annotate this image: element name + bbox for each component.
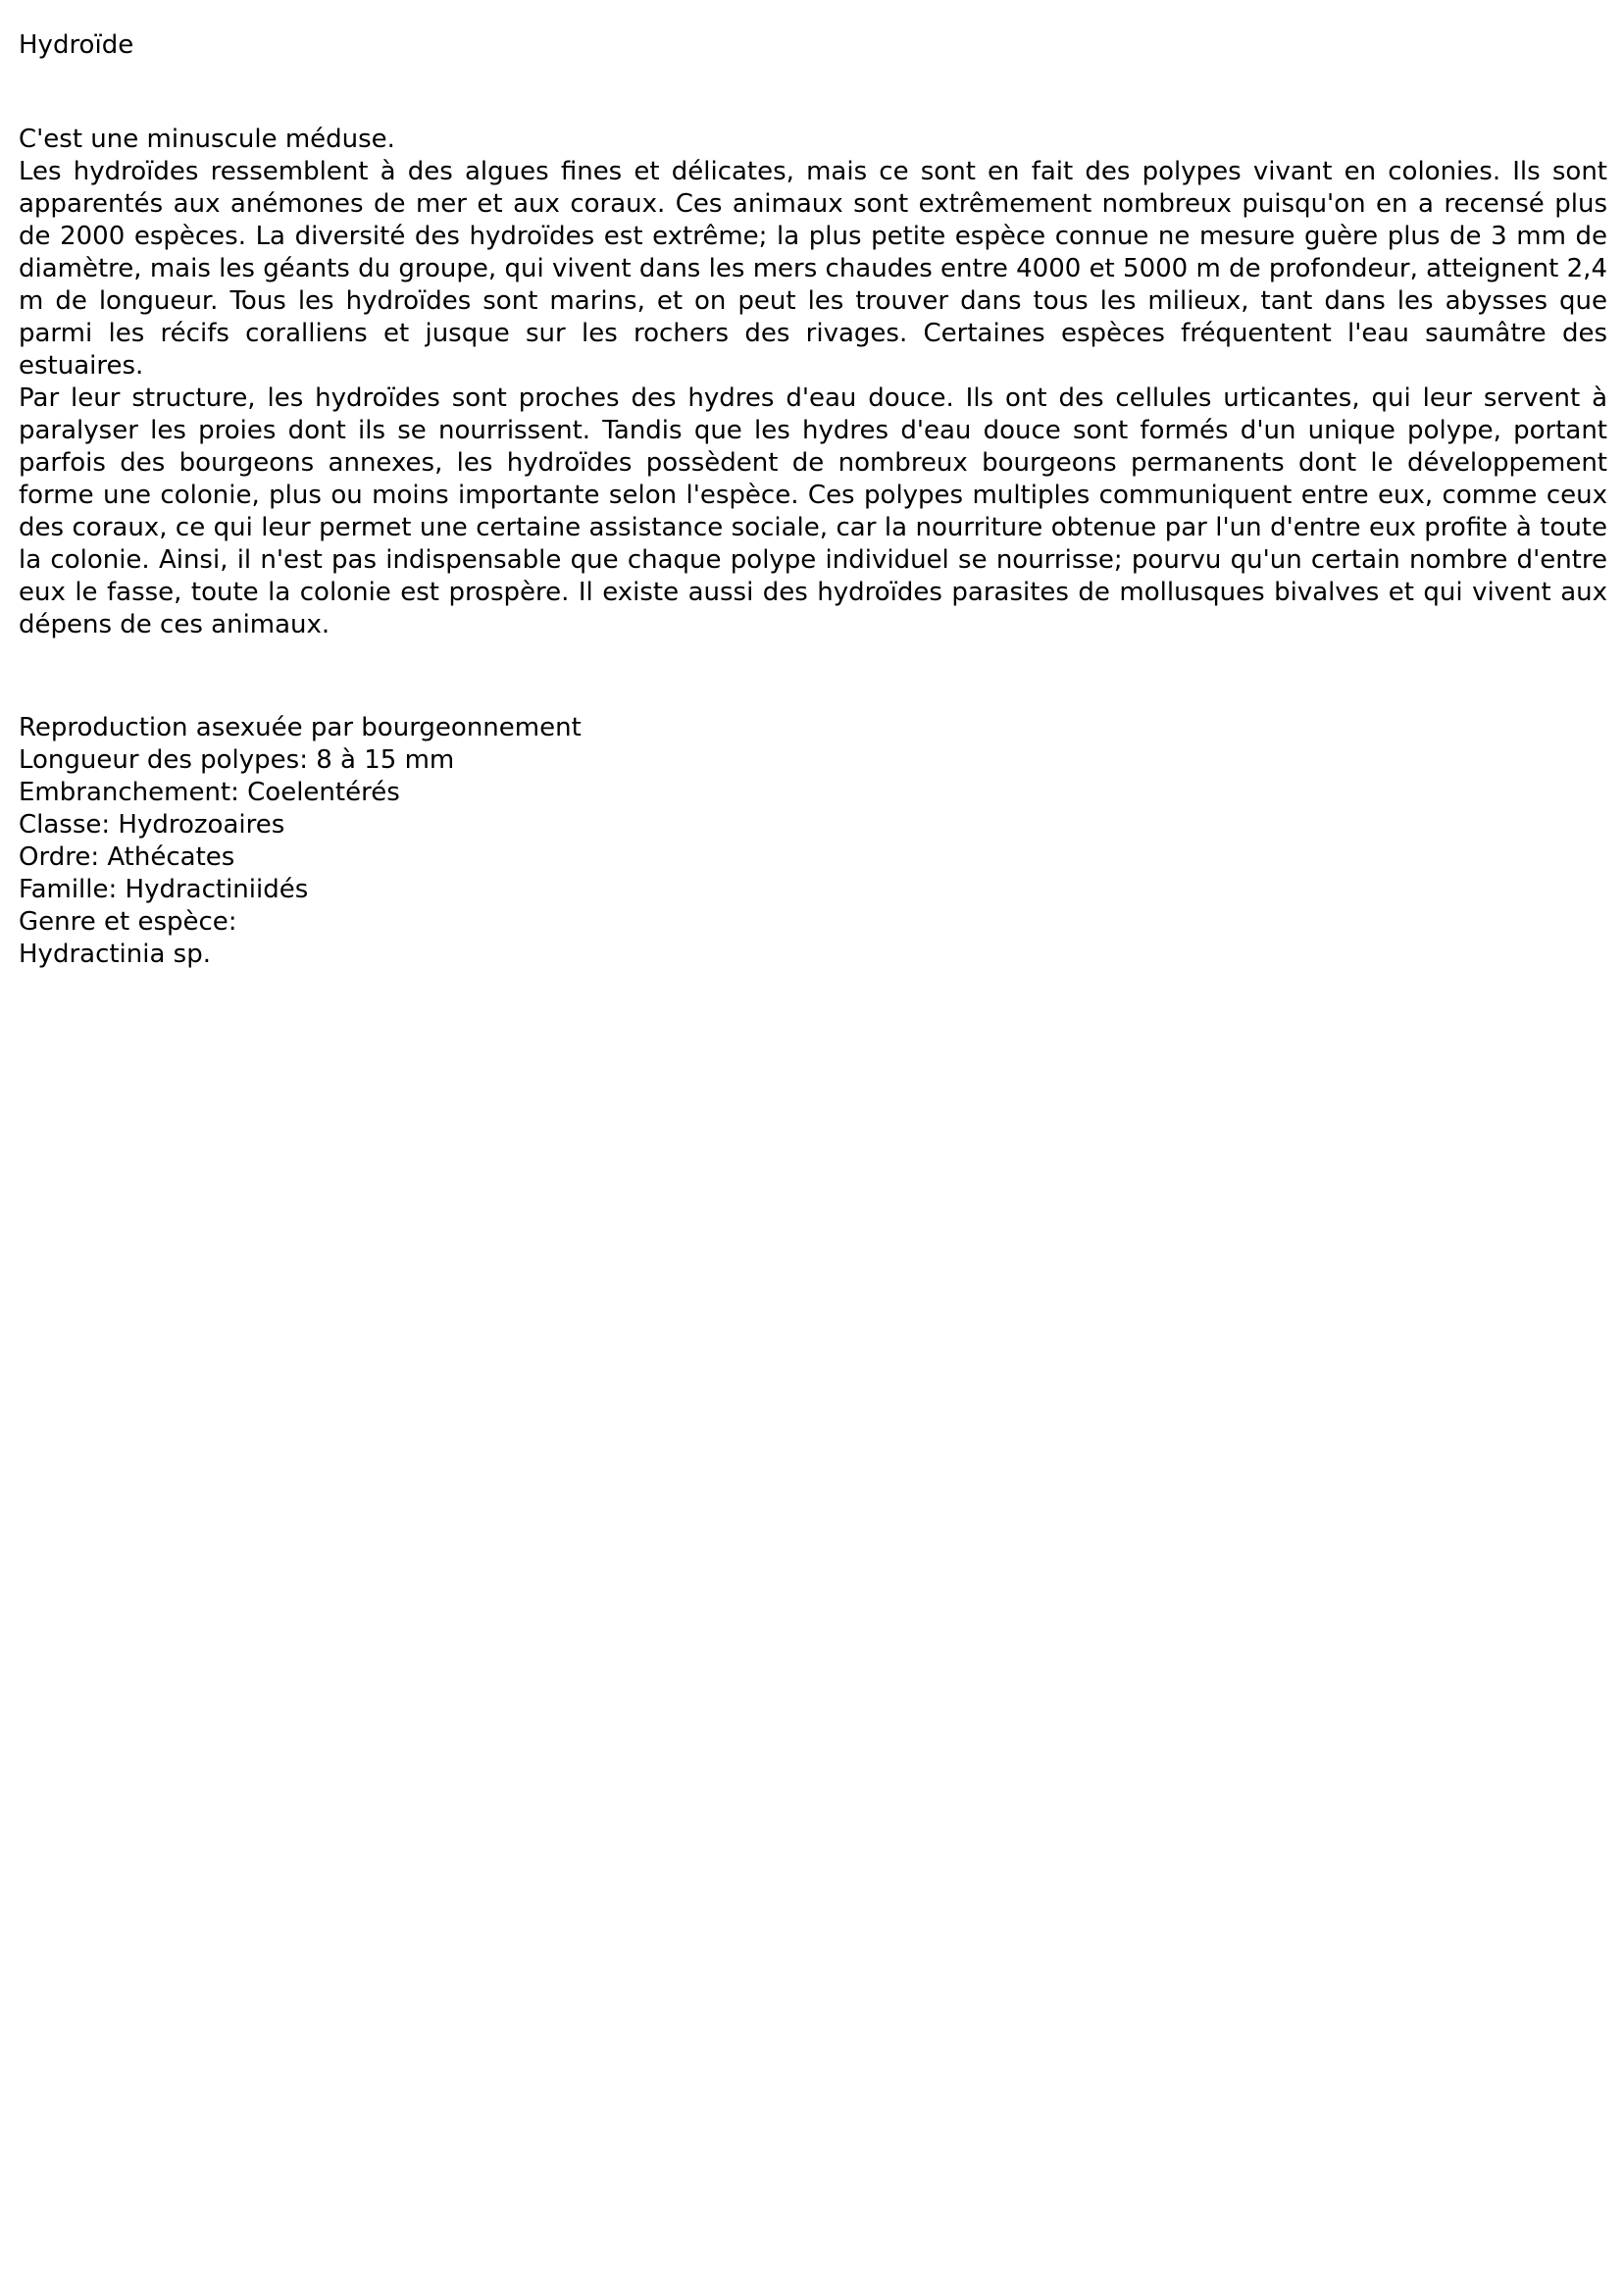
document-title: Hydroïde xyxy=(19,30,134,60)
paragraph-structure: Par leur structure, les hydroïdes sont proches des hydres d'eau douce. Ils ont des cellules urticantes, qui leur servent à paralyser les proies dont ils se nourrissent. Tandis que les hydres d'eau douce sont formés d'un unique polype, portant parfois des bourgeons annexes, les hydroïdes possèdent de nombreux bourgeons permanents dont le développement forme une colonie, plus ou moins importante selon l'espèce. Ces polypes multiples communiquent entre eux, comme ceux des coraux, ce qui leur permet une certaine assistance sociale, car la nourriture obtenue par l'un d'entre eux profite à toute la colonie. Ainsi, il n'est pas indispensable que chaque polype individuel se nourrisse; pourvu qu'un certain nombre d'entre eux le fasse, toute la colonie est prospère. Il existe aussi des hydroïdes parasites de mollusques bivalves et qui vivent aux dépens de ces animaux. xyxy=(19,383,1607,639)
fact-genus-value: Hydractinia sp. xyxy=(19,940,211,969)
document-body xyxy=(19,124,1607,641)
fact-reproduction: Reproduction asexuée par bourgeonnement xyxy=(19,713,582,742)
paragraph-description: Les hydroïdes ressemblent à des algues fines et délicates, mais ce sont en fait des polypes vivant en colonies. Ils sont apparentés aux anémones de mer et aux coraux. Ces animaux sont extrêmement nombreux puisqu'on en a recensé plus de 2000 espèces. La diversité des hydroïdes est extrême; la plus petite espèce connue ne mesure guère plus de 3 mm de diamètre, mais les géants du groupe, qui vivent dans les mers chaudes entre 4000 et 5000 m de profondeur, atteignent 2,4 m de longueur. Tous les hydroïdes sont marins, et on peut les trouver dans tous les milieux, tant dans les abysses que parmi les récifs coralliens et jusque sur les rochers des rivages. Certaines espèces fréquentent l'eau saumâtre des estuaires. xyxy=(19,157,1607,381)
fact-length: Longueur des polypes: 8 à 15 mm xyxy=(19,745,455,775)
fact-order: Ordre: Athécates xyxy=(19,842,235,872)
fact-phylum: Embranchement: Coelentérés xyxy=(19,778,400,807)
intro-line: C'est une minuscule méduse. xyxy=(19,125,395,154)
fact-genus-label: Genre et espèce: xyxy=(19,907,237,937)
facts-list xyxy=(19,712,1607,971)
fact-class: Classe: Hydrozoaires xyxy=(19,810,285,840)
fact-family: Famille: Hydractiniidés xyxy=(19,875,309,904)
